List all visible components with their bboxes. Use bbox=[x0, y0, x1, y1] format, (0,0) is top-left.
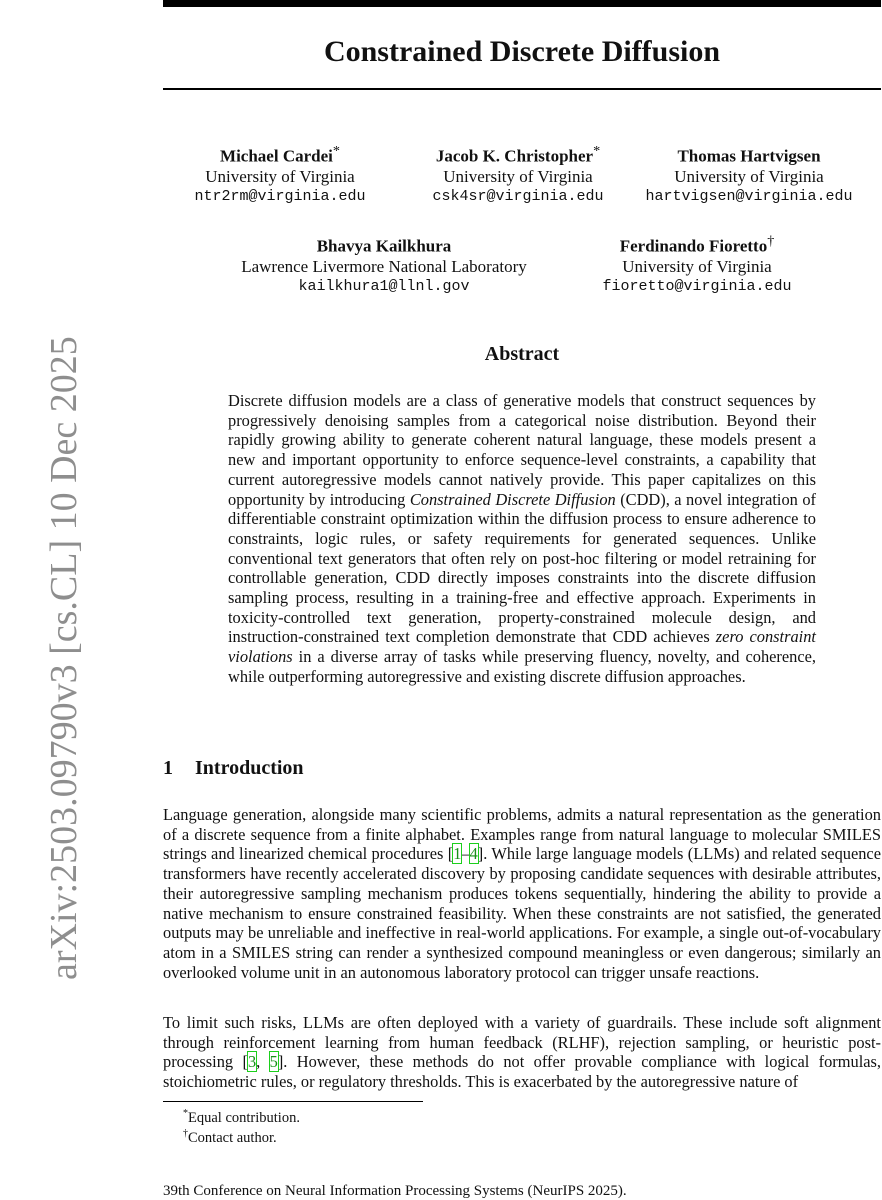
paragraph-text: To limit such risks, LLMs are often deployed with a variety of guardrails. These include soft alignment through reinforcement learning from human feedback (RLHF), rejection sampling, or heuristic post-processing [ bbox=[163, 1013, 881, 1072]
footnote-mark: * bbox=[183, 1108, 188, 1119]
abstract-segment: in a diverse array of tasks while preserving fluency, novelty, and coherence, while outperforming autoregressive and existing discrete diffusion approaches. bbox=[228, 647, 816, 686]
author-affiliation: Lawrence Livermore National Laboratory bbox=[241, 256, 527, 276]
author-email[interactable]: hartvigsen@virginia.edu bbox=[645, 187, 853, 205]
venue-line: 39th Conference on Neural Information Processing Systems (NeurIPS 2025). bbox=[163, 1183, 627, 1199]
author-mark: * bbox=[593, 143, 601, 159]
abstract-segment: Discrete diffusion models are a class of generative models that construct sequences by progressively denoising samples from a categorical noise distribution. Beyond their rapidly growing ability to generate coherent natural language, these models present a new and important opportunity to enforce sequence-level constraints, a capability that current autoregressive models cannot natively provide. This paper capitalizes on this opportunity by introducing bbox=[228, 391, 816, 509]
citation-link[interactable]: 3 bbox=[247, 1052, 257, 1072]
citation-link[interactable]: 1 bbox=[453, 844, 462, 864]
paragraph-text: ]. While large language models (LLMs) and related sequence transformers have recently accelerated discovery by proposing candidate sequences with desirable attributes, their autoregressive sampling mechanism produces tokens sequentially, hindering the ability to provide a native mechanism to ensure constrained feasibility. When these constraints are not satisfied, the generated outputs may be unreliable and ineffective in real-world applications. For example, a single out-of-vocabulary atom in a SMILES string can render a synthesized compound meaningless or even dangerous; similarly an overlooked volume unit in an autonomous laboratory protocol can trigger unsafe reactions. bbox=[163, 844, 881, 982]
author-affiliation: University of Virginia bbox=[674, 166, 824, 186]
footnote-mark: † bbox=[183, 1128, 188, 1139]
paper-title: Constrained Discrete Diffusion bbox=[323, 35, 721, 68]
author-block bbox=[228, 231, 540, 297]
author-mark: † bbox=[767, 233, 775, 249]
author-block bbox=[632, 141, 866, 207]
footnote bbox=[183, 1105, 300, 1127]
author-name: Jacob K. Christopher bbox=[435, 146, 594, 166]
author-email[interactable]: fioretto@virginia.edu bbox=[602, 277, 792, 295]
citation-link[interactable]: 5 bbox=[269, 1052, 278, 1072]
title-rule bbox=[163, 88, 881, 90]
abstract-segment: (CDD), a novel integration of differentiable constraint optimization within the diffusion process to ensure adherence to constraints, logic rules, or safety requirements for generated sequences. Unlike conventional text generators that often rely on post-hoc filtering or model retraining for controllable generation, CDD directly imposes constraints into the discrete diffusion sampling process, resulting in a training-free and effective approach. Experiments in toxicity-controlled text generation, property-constrained molecule design, and instruction-constrained text completion demonstrate that CDD achieves bbox=[228, 489, 816, 647]
abstract-emphasis: Constrained Discrete Diffusion bbox=[409, 489, 616, 509]
author-email[interactable]: kailkhura1@llnl.gov bbox=[298, 277, 470, 295]
citation-separator: , bbox=[256, 1052, 270, 1072]
author-block bbox=[585, 231, 809, 297]
footnote-text: Contact author. bbox=[188, 1129, 277, 1146]
citation-dash: – bbox=[461, 844, 470, 864]
arxiv-identifier: arXiv:2503.09790v3 [cs.CL] 10 Dec 2025 bbox=[43, 336, 85, 980]
abstract-text bbox=[228, 391, 816, 687]
author-block bbox=[413, 141, 623, 207]
section-title: Introduction bbox=[195, 757, 304, 779]
section-heading bbox=[163, 756, 304, 780]
author-email[interactable]: ntr2rm@virginia.edu bbox=[194, 187, 366, 205]
author-name: Ferdinando Fioretto bbox=[619, 236, 768, 256]
paragraph-text: Language generation, alongside many scientific problems, admits a natural representation as the generation of a discrete sequence from a finite alphabet. Examples range from natural language to molecular SMILES strings and linearized chemical procedures [ bbox=[163, 805, 881, 864]
author-name: Michael Cardei bbox=[220, 146, 333, 166]
intro-paragraph bbox=[163, 1013, 881, 1092]
top-rule bbox=[163, 0, 881, 7]
author-block bbox=[175, 141, 385, 207]
author-affiliation: University of Virginia bbox=[205, 166, 355, 186]
author-affiliation: University of Virginia bbox=[443, 166, 593, 186]
author-mark: * bbox=[332, 143, 340, 159]
footnote-text: Equal contribution. bbox=[188, 1109, 300, 1126]
abstract-emphasis: zero constraint violations bbox=[228, 627, 816, 667]
intro-paragraph bbox=[163, 805, 881, 982]
author-email[interactable]: csk4sr@virginia.edu bbox=[432, 187, 604, 205]
footnote bbox=[183, 1125, 277, 1147]
abstract-heading: Abstract bbox=[484, 343, 560, 365]
paragraph-text: ]. However, these methods do not offer provable compliance with logical formulas, stoichiometric rules, or regulatory thresholds. This is exacerbated by the autoregressive nature of bbox=[163, 1052, 881, 1092]
author-name: Thomas Hartvigsen bbox=[677, 146, 821, 166]
author-name: Bhavya Kailkhura bbox=[316, 236, 452, 256]
author-affiliation: University of Virginia bbox=[622, 256, 772, 276]
footnote-rule bbox=[163, 1101, 423, 1102]
citation-link[interactable]: 4 bbox=[469, 844, 478, 864]
section-number: 1 bbox=[163, 757, 173, 779]
